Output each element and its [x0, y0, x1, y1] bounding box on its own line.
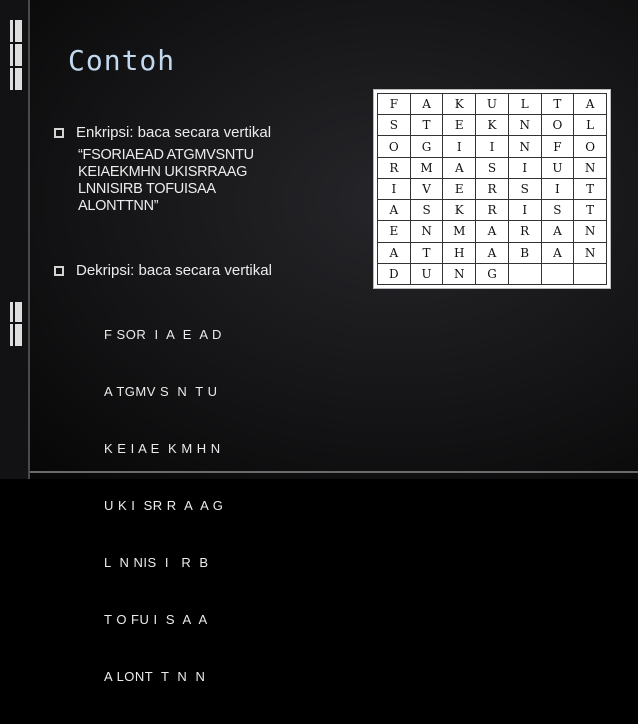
grid-cell: N	[509, 115, 542, 136]
grid-cell: I	[509, 200, 542, 221]
grid-cell: U	[542, 158, 575, 179]
decor-line	[10, 42, 22, 44]
grid-cell: T	[411, 243, 444, 264]
grid-cell: M	[411, 158, 444, 179]
decryption-line: L N NIS I R B	[104, 555, 209, 570]
grid-cell: S	[509, 179, 542, 200]
letter-grid-image	[373, 89, 611, 289]
ciphertext-block	[78, 147, 271, 215]
ciphertext-line: ALONTTNN”	[78, 198, 159, 214]
grid-cell: I	[542, 179, 575, 200]
grid-cell: O	[542, 115, 575, 136]
grid-cell: R	[509, 221, 542, 242]
decor-line	[10, 322, 22, 324]
grid-cell: E	[443, 115, 476, 136]
grid-cell: S	[378, 115, 411, 136]
grid-cell: N	[443, 264, 476, 285]
grid-cell: K	[476, 115, 509, 136]
grid-cell: A	[476, 221, 509, 242]
grid-cell: O	[574, 136, 607, 157]
grid-cell: E	[443, 179, 476, 200]
grid-cell: T	[542, 94, 575, 115]
grid-cell: A	[378, 243, 411, 264]
slide-title: Contoh	[68, 44, 176, 77]
grid-cell	[542, 264, 575, 285]
grid-cell: G	[476, 264, 509, 285]
decryption-line: A TGMV S N T U	[104, 384, 218, 399]
grid-cell: A	[411, 94, 444, 115]
decryption-line: U K I SR R A A G	[104, 498, 224, 513]
grid-cell: A	[574, 94, 607, 115]
decor-line	[13, 302, 15, 346]
grid-cell: I	[509, 158, 542, 179]
grid-cell: A	[378, 200, 411, 221]
grid-cell: S	[476, 158, 509, 179]
grid-cell: K	[443, 94, 476, 115]
grid-cell: N	[574, 158, 607, 179]
grid-cell	[509, 264, 542, 285]
decryption-line: K E I A E K M H N	[104, 441, 221, 456]
grid-cell: O	[378, 136, 411, 157]
grid-cell: T	[411, 115, 444, 136]
left-decor-bar	[0, 0, 28, 479]
encryption-section	[54, 124, 271, 215]
encryption-bullet	[54, 124, 271, 142]
grid-cell: S	[411, 200, 444, 221]
grid-cell: L	[509, 94, 542, 115]
square-bullet-icon	[54, 128, 64, 138]
decryption-line: T O FU I S A A	[104, 612, 208, 627]
bar-separator	[28, 0, 30, 479]
grid-cell: N	[574, 221, 607, 242]
grid-cell: T	[574, 200, 607, 221]
decryption-block	[104, 287, 272, 724]
grid-cell: A	[542, 221, 575, 242]
grid-cell: R	[476, 179, 509, 200]
grid-cell: G	[411, 136, 444, 157]
grid-cell: F	[378, 94, 411, 115]
grid-cell: S	[542, 200, 575, 221]
grid-cell: N	[509, 136, 542, 157]
grid-cell: E	[378, 221, 411, 242]
encryption-label: Enkripsi: baca secara vertikal	[76, 124, 272, 141]
grid-cell: U	[476, 94, 509, 115]
grid-cell: R	[378, 158, 411, 179]
ciphertext-line: “FSORIAEAD ATGMVSNTU	[78, 147, 254, 163]
grid-cell: N	[574, 243, 607, 264]
grid-cell: M	[443, 221, 476, 242]
grid-cell: F	[542, 136, 575, 157]
grid-cell: A	[476, 243, 509, 264]
decryption-label: Dekripsi: baca secara vertikal	[76, 262, 272, 279]
grid-cell: T	[574, 179, 607, 200]
grid-cell	[574, 264, 607, 285]
grid-cell: A	[542, 243, 575, 264]
grid-cell: I	[476, 136, 509, 157]
grid-cell: N	[411, 221, 444, 242]
grid-cell: B	[509, 243, 542, 264]
grid-cell: D	[378, 264, 411, 285]
decryption-line: A LONT T N N	[104, 669, 206, 684]
grid-cell: H	[443, 243, 476, 264]
square-bullet-icon	[54, 266, 64, 276]
grid-cell: A	[443, 158, 476, 179]
ciphertext-line: KEIAEKMHN UKISRRAAG	[78, 164, 248, 180]
ciphertext-line: LNNISIRB TOFUISAA	[78, 181, 216, 197]
grid-cell: I	[443, 136, 476, 157]
grid-cell: I	[378, 179, 411, 200]
decor-line	[10, 66, 22, 68]
decor-block-top	[10, 20, 22, 90]
decor-block-bottom	[10, 302, 22, 346]
grid-cell: L	[574, 115, 607, 136]
letter-grid	[377, 93, 607, 285]
decor-line	[13, 20, 15, 90]
grid-cell: U	[411, 264, 444, 285]
decryption-bullet	[54, 262, 272, 280]
grid-cell: K	[443, 200, 476, 221]
decryption-line: F SOR I A E A D	[104, 327, 222, 342]
decryption-section	[54, 262, 272, 724]
grid-cell: V	[411, 179, 444, 200]
grid-cell: R	[476, 200, 509, 221]
